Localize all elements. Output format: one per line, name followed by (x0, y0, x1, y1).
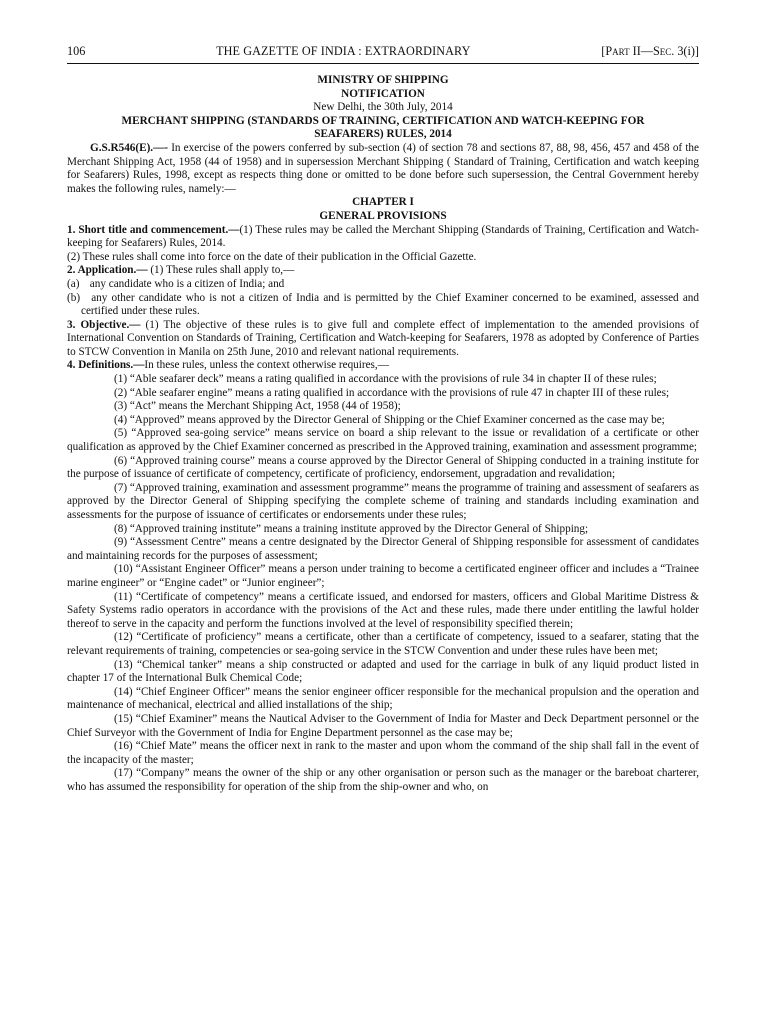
rule-3: 3. Objective.— (1) The objective of these rules is to give full and complete effect of implementation to the amended provisions of International Convention on Standards of Training, Certification and Watch-keeping for Seafarers, 1978 as adopted by Conference of Parties to STCW Convention in Manila on 25th June, 2010 and relevant national requirements. (67, 318, 699, 358)
chapter-title: GENERAL PROVISIONS (319, 209, 447, 222)
place-date: New Delhi, the 30th July, 2014 (313, 101, 453, 114)
rule-2-clause-a: (a) any candidate who is a citizen of India; and (67, 277, 285, 290)
definition-item: (1) “Able seafarer deck” means a rating qualified in accordance with the provisions of rule 34 in chapter II of these rules; (114, 373, 657, 386)
rule-1-sub-2: (2) These rules shall come into force on the date of their publication in the Official Gazette. (67, 250, 477, 263)
definition-item: (3) “Act” means the Merchant Shipping Act, 1958 (44 of 1958); (114, 400, 401, 413)
definition-item: (15) “Chief Examiner” means the Nautical Adviser to the Government of India for Master and Deck Department personnel or the Chief Surveyor with the Government of India for Engine Department personnel as the case may be; (67, 712, 699, 739)
definition-item: (7) “Approved training, examination and assessment programme” means the programme of training and assessment of seafarers as approved by the Director General of Shipping specifying the complete scheme of training and standards including examination and assessments for the purpose of issuance of certificates or endorsements under these rules; (67, 481, 699, 521)
page-header (67, 44, 699, 64)
part-section: [Part II—Sec. 3(i)] (601, 44, 699, 58)
definition-item: (5) “Approved sea-going service” means service on board a ship relevant to the issue or revalidation of a certificate or other qualification as approved by the Chief Examiner concerned as prescribed in the Approved training, examination and assessment programme; (67, 427, 699, 454)
definition-item: (4) “Approved” means approved by the Director General of Shipping or the Chief Examiner concerned as the case may be; (114, 413, 665, 426)
notification-heading: NOTIFICATION (341, 87, 425, 100)
page-number: 106 (67, 44, 86, 58)
definition-item: (9) “Assessment Centre” means a centre designated by the Director General of Shipping responsible for assessment of candidates and maintaining records for the purposes of assessment; (67, 536, 699, 562)
rule-4: 4. Definitions.—In these rules, unless the context otherwise requires,— (67, 359, 389, 372)
rule-1-heading: 1. Short title and commencement.— (67, 223, 240, 236)
definition-item: (16) “Chief Mate” means the officer next in rank to the master and upon whom the command of the ship shall fall in the event of the incapacity of the master; (67, 740, 699, 766)
definition-item: (8) “Approved training institute” means a training institute approved by the Director General of Shipping; (114, 522, 589, 535)
definition-item: (6) “Approved training course” means a course approved by the Director General of Shipping conducted in a training institute for the purpose of issuance of certificate of competency, certificate of proficiency, endorsement, upgradation and revalidation; (67, 454, 699, 481)
definition-item: (10) “Assistant Engineer Officer” means a person under training to become a certificated engineer officer and includes a “Trainee marine engineer” or “Engine cadet” or “Junior engineer”; (67, 563, 699, 589)
gsr-number: G.S.R546(E).—- (90, 141, 169, 154)
definition-item: (17) “Company” means the owner of the ship or any other organisation or person such as the manager or the bareboat charterer, who has assumed the responsibility for operation of the ship from the ship-owner and who, on (67, 767, 699, 793)
preamble: G.S.R546(E).—- In exercise of the powers conferred by sub-section (4) of section 78 and sections 87, 88, 98, 456, 457 and 458 of the Merchant Shipping Act, 1958 (44 of 1958) and in supersession Merchant Shipping ( Standard of Training, Certification and watch keeping for Seafarers) Rules, 1998, except as respects thing done or omitted to be done before such supersession, the Central Government hereby makes the following rules, namely:— (67, 141, 699, 195)
definition-item: (12) “Certificate of proficiency” means a certificate, other than a certificate of competency, issued to a seafarer, stating that the relevant requirements of training, competencies or sea-going service in the STCW Convention and under these rules have been met; (67, 631, 699, 657)
rule-3-heading: 3. Objective.— (67, 318, 141, 331)
definition-item: (13) “Chemical tanker” means a ship constructed or adapted and used for the carriage in bulk of any liquid product listed in chapter 17 of the International Bulk Chemical Code; (67, 658, 699, 685)
definition-item: (14) “Chief Engineer Officer” means the senior engineer officer responsible for the mechanical propulsion and the operation and maintenance of mechanical, electrical and allied installations of the ship; (67, 685, 699, 712)
rule-1: 1. Short title and commencement.—(1) These rules may be called the Merchant Shipping (Standards of Training, Certification and Watch-keeping for Seafarers) Rules, 2014. (67, 223, 699, 250)
gazette-page (67, 44, 699, 794)
rule-2: 2. Application.— (1) These rules shall apply to,— (67, 264, 295, 277)
definition-item: (11) “Certificate of competency” means a certificate issued, and endorsed for masters, officers and Global Maritime Distress & Safety Systems radio operators in accordance with the provisions of the Act and these rules, made there under entitling the lawful holder thereof to serve in the capacity and perform the functions involved at the level of responsibility specified therein; (67, 590, 699, 630)
rule-2-heading: 2. Application.— (67, 264, 148, 277)
ministry-heading: MINISTRY OF SHIPPING (317, 74, 449, 86)
rule-4-heading: 4. Definitions.— (67, 359, 145, 372)
gazette-title: THE GAZETTE OF INDIA : EXTRAORDINARY (216, 44, 471, 58)
chapter-number: CHAPTER I (352, 196, 414, 209)
rule-2-clause-b: (b) any other candidate who is not a citizen of India and is permitted by the Chief Examiner concerned to be examined, assessed and certified under these rules. (67, 291, 699, 318)
definition-item: (2) “Able seafarer engine” means a rating qualified in accordance with the provisions of rule 47 in chapter III of these rules; (114, 386, 670, 399)
rules-title: MERCHANT SHIPPING (STANDARDS OF TRAINING, CERTIFICATION AND WATCH-KEEPING FOR SEAFARERS) RULES, 2014 (121, 114, 645, 141)
